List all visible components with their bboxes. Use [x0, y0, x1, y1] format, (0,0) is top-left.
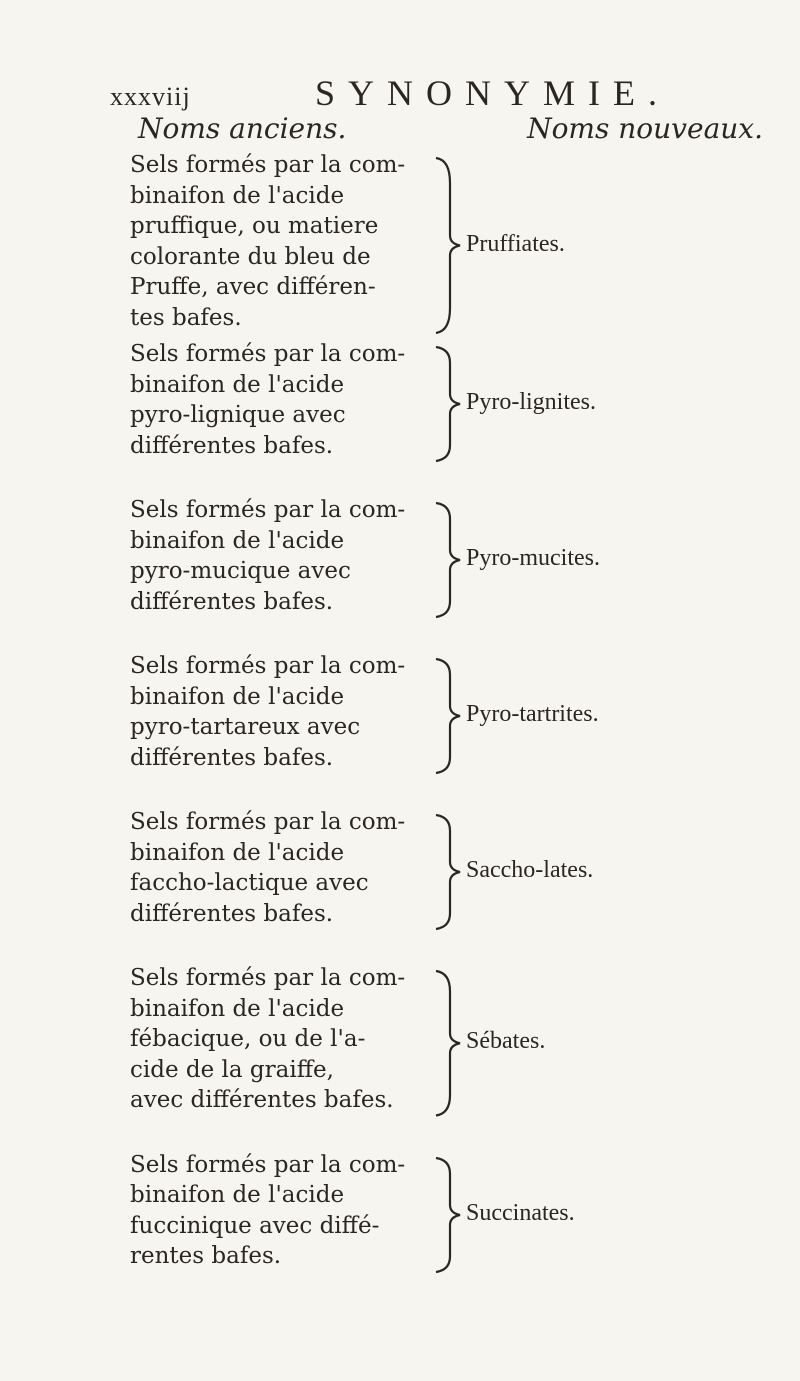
new-name: Pruffiates.: [466, 230, 565, 257]
old-name-line: avec différentes bafes.: [130, 1087, 394, 1113]
synonym-entry: [130, 150, 780, 339]
running-title: SYNONYMIE.: [315, 73, 670, 113]
old-name: [130, 651, 450, 773]
old-name-line: différentes bafes.: [130, 744, 334, 771]
old-name-line: Sels formés par la com-: [130, 497, 406, 523]
old-name: [130, 1150, 450, 1272]
old-name-line: Sels formés par la com-: [130, 341, 406, 367]
old-name-line: binaifon de l'acide: [130, 995, 345, 1022]
brace: [430, 1156, 464, 1274]
synonym-entry: [130, 1150, 780, 1306]
old-name-line: différentes bafes.: [130, 588, 334, 615]
synonym-entry: [130, 963, 780, 1150]
new-name: Succinates.: [466, 1199, 575, 1226]
old-name: [130, 339, 450, 461]
old-name-line: fuccinique avec diffé-: [130, 1212, 380, 1239]
old-name-line: Sels formés par la com-: [130, 152, 406, 178]
old-name-line: pyro-lignique avec: [130, 402, 346, 428]
old-name-line: binaifon de l'acide: [130, 527, 345, 554]
old-name-line: Pruffe, avec différen-: [130, 274, 376, 300]
new-name: Pyro-mucites.: [466, 545, 600, 571]
column-heading-old-names: Noms anciens.: [138, 112, 347, 145]
brace: [430, 969, 464, 1118]
new-name: Pyro-lignites.: [466, 389, 596, 415]
old-name-line: cide de la graiffe,: [130, 1056, 334, 1083]
old-name-line: colorante du bleu de: [130, 243, 371, 270]
old-name-line: différentes bafes.: [130, 432, 334, 459]
brace: [430, 345, 464, 463]
old-name-line: pruffique, ou matiere: [130, 213, 379, 239]
brace: [430, 657, 464, 775]
old-name: [130, 807, 450, 929]
synonym-entry: [130, 339, 780, 495]
old-name-line: binaifon de l'acide: [130, 182, 345, 209]
old-name-line: rentes bafes.: [130, 1243, 282, 1269]
synonym-entry: [130, 495, 780, 651]
old-name-line: tes bafes.: [130, 304, 242, 331]
brace: [430, 156, 464, 335]
old-name-line: fébacique, ou de l'a-: [130, 1026, 366, 1052]
old-name-line: Sels formés par la com-: [130, 965, 406, 991]
brace: [430, 501, 464, 619]
new-name: Pyro-tartrites.: [466, 701, 599, 727]
old-name-line: différentes bafes.: [130, 900, 334, 927]
old-name: [130, 150, 450, 333]
old-name-line: binaifon de l'acide: [130, 839, 345, 866]
column-heading-new-names: Noms nouveaux.: [527, 112, 763, 145]
synonym-entry: [130, 807, 780, 963]
old-name-line: binaifon de l'acide: [130, 683, 345, 710]
old-name-line: pyro-mucique avec: [130, 558, 351, 584]
old-name-line: Sels formés par la com-: [130, 809, 406, 835]
page-header: [110, 72, 750, 112]
new-name: Sébates.: [466, 1028, 546, 1055]
old-name-line: Sels formés par la com-: [130, 653, 406, 679]
old-name-line: pyro-tartareux avec: [130, 714, 361, 740]
page-number: xxxviij: [110, 82, 191, 111]
old-name: [130, 495, 450, 617]
old-name-line: binaifon de l'acide: [130, 1182, 345, 1208]
synonym-table: [130, 150, 780, 1306]
old-name-line: binaifon de l'acide: [130, 371, 345, 398]
column-headings: [138, 112, 763, 152]
synonym-entry: [130, 651, 780, 807]
brace: [430, 813, 464, 931]
old-name-line: Sels formés par la com-: [130, 1151, 406, 1178]
new-name: Saccho-lates.: [466, 857, 594, 883]
old-name: [130, 963, 450, 1116]
old-name-line: faccho-lactique avec: [130, 870, 369, 896]
